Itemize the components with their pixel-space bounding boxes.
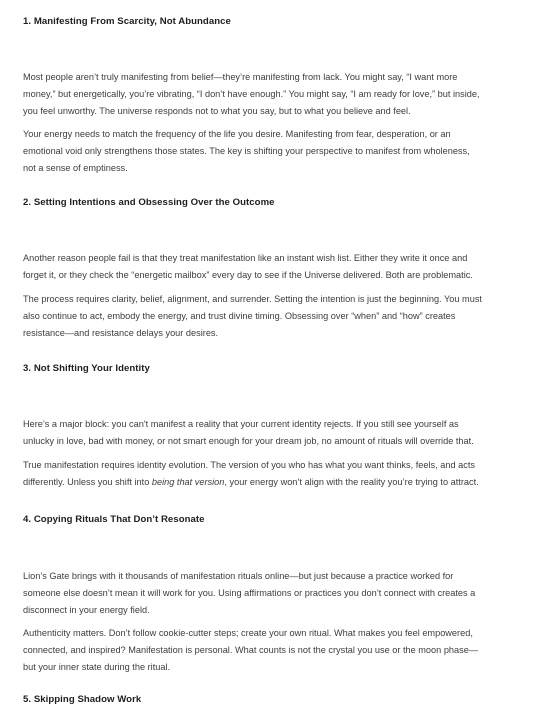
text-line: emotional void only strengthens those states. The key is shifting your perspective to manifest from wholeness,: [23, 146, 470, 156]
section-2-paragraph-2: [23, 291, 545, 342]
section-heading: 4. Copying Rituals That Don’t Resonate: [23, 514, 205, 525]
text-line: you feel unworthy. The universe responds not to what you say, but to what you believe and feel.: [23, 106, 411, 116]
section-2: [23, 197, 545, 208]
text-line: money,” but energetically, you’re vibrating, “I don’t have enough.” You might say, “I am ready for love,” but inside,: [23, 89, 480, 99]
section-1-paragraph-2: [23, 126, 545, 177]
section-1: [23, 16, 545, 27]
text-line: forget it, or they check the “energetic mailbox” every day to see if the Universe delivered. Both are problematic.: [23, 270, 473, 280]
text-line-with-emphasis: [23, 474, 545, 491]
text-line: but your inner state during the ritual.: [23, 662, 171, 672]
text-segment: , your energy won’t align with the reality you’re trying to attract.: [224, 477, 479, 487]
section-heading: 5. Skipping Shadow Work: [23, 694, 142, 705]
text-line: Lion’s Gate brings with it thousands of manifestation rituals online—but just because a practice worked for: [23, 571, 454, 581]
section-5: [23, 694, 545, 705]
text-line: disconnect in your energy field.: [23, 605, 150, 615]
text-line: Another reason people fail is that they treat manifestation like an instant wish list. Either they write it once and: [23, 253, 468, 263]
section-3-paragraph-2: [23, 457, 545, 491]
section-heading: 1. Manifesting From Scarcity, Not Abundance: [23, 16, 231, 27]
text-line: not a sense of emptiness.: [23, 163, 128, 173]
section-3-paragraph-1: [23, 416, 545, 450]
text-line: Most people aren’t truly manifesting from belief—they’re manifesting from lack. You might say, “I want more: [23, 72, 458, 82]
text-line: The process requires clarity, belief, alignment, and surrender. Setting the intention is just the beginning. You must: [23, 294, 482, 304]
section-3: [23, 363, 545, 374]
text-line: unlucky in love, bad with money, or not smart enough for your dream job, no amount of rituals will override that.: [23, 436, 474, 446]
text-line: Your energy needs to match the frequency of the life you desire. Manifesting from fear, desperation, or an: [23, 129, 451, 139]
text-line: Here’s a major block: you can't manifest a reality that your current identity rejects. If you still see yourself as: [23, 419, 459, 429]
section-4: [23, 514, 545, 525]
text-line: also continue to act, embody the energy, and trust divine timing. Obsessing over “when” and “how” creates: [23, 311, 456, 321]
text-line: connected, and inspired? Manifestation is personal. What counts is not the crystal you use or the moon phase—: [23, 645, 479, 655]
section-4-paragraph-1: [23, 568, 545, 619]
section-1-paragraph-1: [23, 69, 545, 120]
text-segment: differently. Unless you shift into: [23, 477, 152, 487]
text-line: True manifestation requires identity evolution. The version of you who has what you want thinks, feels, and acts: [23, 460, 475, 470]
section-2-paragraph-1: [23, 250, 545, 284]
section-heading: 2. Setting Intentions and Obsessing Over the Outcome: [23, 197, 275, 208]
text-line: someone else doesn’t mean it will work for you. Using affirmations or practices you don’t connect with creates a: [23, 588, 476, 598]
emphasized-text: being that version: [151, 477, 225, 487]
text-line: Authenticity matters. Don’t follow cookie-cutter steps; create your own ritual. What makes you feel empowered,: [23, 628, 473, 638]
text-line: resistance—and resistance delays your desires.: [23, 328, 219, 338]
section-heading: 3. Not Shifting Your Identity: [23, 363, 150, 374]
section-4-paragraph-2: [23, 625, 545, 676]
